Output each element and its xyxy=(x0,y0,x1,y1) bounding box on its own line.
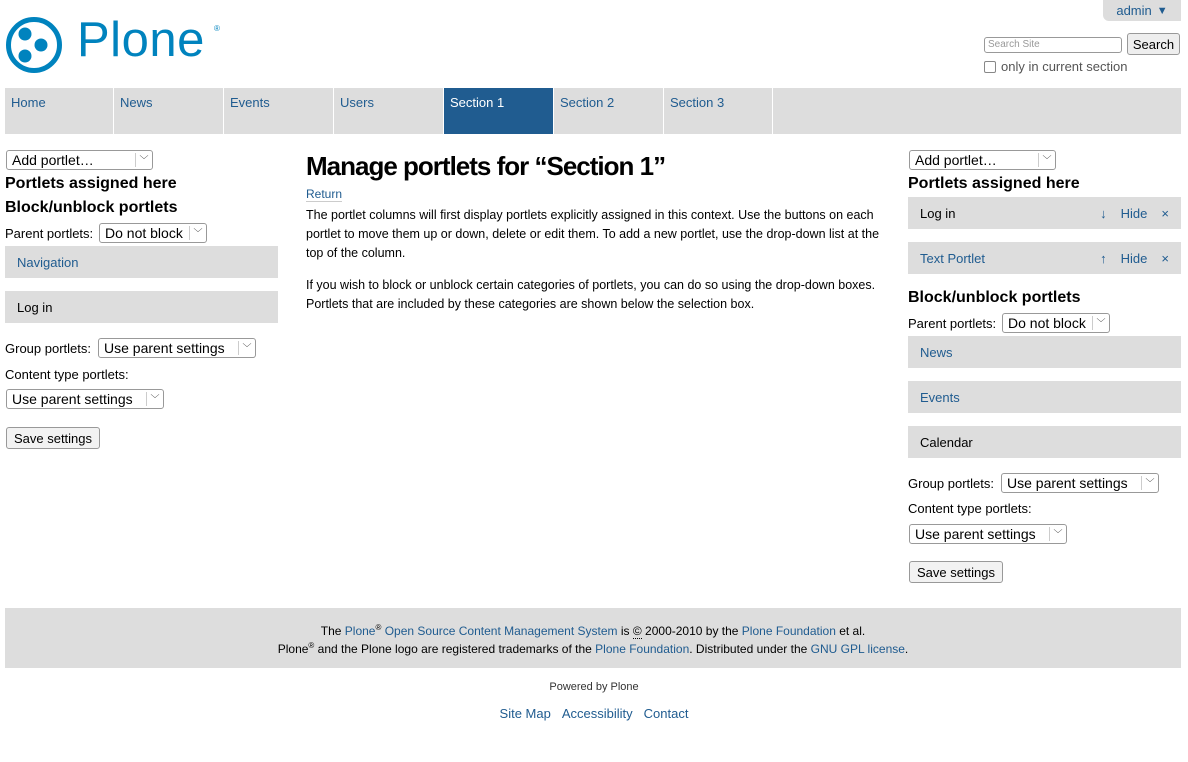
right-content-type-label: Content type portlets: xyxy=(908,501,1032,516)
hide-link[interactable]: Hide xyxy=(1120,250,1148,266)
right-group-select[interactable] xyxy=(1001,473,1159,493)
site-actions xyxy=(0,706,1188,721)
move-up-icon[interactable]: ↑ xyxy=(1100,250,1107,266)
right-block-heading: Block/unblock portlets xyxy=(908,289,1081,306)
only-current-section-checkbox[interactable] xyxy=(984,61,996,73)
footer-text: Plone xyxy=(277,642,309,656)
left-group-value: Use parent settings xyxy=(104,340,225,356)
right-portlet-text-label[interactable]: Text Portlet xyxy=(920,250,986,266)
logo-registered-mark: ® xyxy=(214,24,220,33)
left-assigned-heading: Portlets assigned here xyxy=(5,175,177,192)
right-parent-value: Do not block xyxy=(1008,315,1086,331)
left-content-type-select[interactable] xyxy=(6,389,164,409)
contact-link[interactable]: Contact xyxy=(643,706,689,721)
right-add-portlet-value: Add portlet… xyxy=(915,152,997,168)
delete-icon[interactable]: × xyxy=(1161,205,1169,221)
plone-foundation-link[interactable]: Plone Foundation xyxy=(741,624,836,638)
right-add-portlet-select[interactable] xyxy=(909,150,1056,170)
right-assigned-heading: Portlets assigned here xyxy=(908,175,1080,192)
copyright-symbol: © xyxy=(632,624,642,638)
chevron-down-icon: ﹀ xyxy=(189,226,206,240)
right-group-value: Use parent settings xyxy=(1007,475,1128,491)
left-group-select[interactable] xyxy=(98,338,256,358)
right-content-type-select[interactable] xyxy=(909,524,1067,544)
site-footer xyxy=(5,608,1181,668)
left-parent-select[interactable] xyxy=(99,223,207,243)
right-group-label: Group portlets: xyxy=(908,476,994,491)
right-content-type-value: Use parent settings xyxy=(915,526,1036,542)
tab-news[interactable]: News xyxy=(114,88,224,134)
description-paragraph-1: The portlet columns will first display portlets explicitly assigned in this context. Use the buttons on each portlet to move them up or down, delete or edit them. To add a new portlet, use the drop-down list at the top of the column. xyxy=(306,208,880,260)
registered-mark: ® xyxy=(308,641,315,650)
user-menu-label: admin xyxy=(1116,3,1152,18)
left-block-heading: Block/unblock portlets xyxy=(5,199,178,216)
left-save-settings-button[interactable]: Save settings xyxy=(6,427,100,449)
chevron-down-icon: ﹀ xyxy=(1038,153,1055,167)
right-save-settings-button[interactable]: Save settings xyxy=(909,561,1003,583)
description-paragraph-2: If you wish to block or unblock certain categories of portlets, you can do so using the drop-down boxes. Portlets that are included by these categories are shown below the selection box. xyxy=(306,278,876,311)
tab-section-2[interactable]: Section 2 xyxy=(554,88,664,134)
plone-foundation-link[interactable]: Plone Foundation xyxy=(595,642,690,656)
hide-link[interactable]: Hide xyxy=(1120,205,1148,221)
tab-section-1[interactable]: Section 1 xyxy=(444,88,554,134)
accessibility-link[interactable]: Accessibility xyxy=(561,706,633,721)
footer-trademark-line xyxy=(5,641,1181,656)
footer-copyright-line xyxy=(5,623,1181,638)
right-portlet-login xyxy=(908,197,1181,229)
search-button[interactable]: Search xyxy=(1127,33,1180,55)
gpl-license-link[interactable]: GNU GPL license xyxy=(810,642,905,656)
move-down-icon[interactable]: ↓ xyxy=(1100,205,1107,221)
left-parent-label: Parent portlets: xyxy=(5,226,94,241)
left-portlet-login-label: Log in xyxy=(17,299,53,315)
right-portlet-news[interactable] xyxy=(908,336,1181,368)
left-add-portlet-select[interactable] xyxy=(6,150,153,170)
right-portlet-calendar xyxy=(908,426,1181,458)
site-logo[interactable] xyxy=(5,13,225,74)
tab-home[interactable]: Home xyxy=(5,88,114,134)
global-nav xyxy=(5,88,1181,134)
right-portlet-text xyxy=(908,242,1181,274)
oscms-link[interactable]: Open Source Content Management System xyxy=(381,624,618,638)
left-portlet-navigation[interactable] xyxy=(5,246,278,278)
left-content-type-value: Use parent settings xyxy=(12,391,133,407)
left-group-label: Group portlets: xyxy=(5,341,91,356)
chevron-down-icon: ﹀ xyxy=(1141,476,1158,490)
chevron-down-icon: ﹀ xyxy=(1049,527,1066,541)
tab-section-3[interactable]: Section 3 xyxy=(664,88,773,134)
right-portlet-events-label[interactable]: Events xyxy=(920,389,960,405)
footer-text: . Distributed under the xyxy=(689,642,811,656)
only-current-section-option[interactable] xyxy=(984,59,1127,74)
chevron-down-icon: ﹀ xyxy=(146,392,163,406)
tab-events[interactable]: Events xyxy=(224,88,334,134)
site-map-link[interactable]: Site Map xyxy=(499,706,551,721)
return-link[interactable]: Return xyxy=(306,187,343,201)
plone-link[interactable]: Plone xyxy=(344,624,376,638)
chevron-down-icon: ﹀ xyxy=(135,153,152,167)
chevron-down-icon: ﹀ xyxy=(238,341,255,355)
footer-text: is xyxy=(617,624,633,638)
footer-text: and the Plone logo are registered trademarks of the xyxy=(314,642,596,656)
search-input[interactable]: Search Site xyxy=(984,37,1122,53)
registered-mark: ® xyxy=(375,623,382,632)
only-current-section-label: only in current section xyxy=(1001,59,1128,74)
footer-text: The xyxy=(320,624,345,638)
left-portlet-login xyxy=(5,291,278,323)
left-portlet-navigation-label[interactable]: Navigation xyxy=(17,254,79,270)
left-content-type-label: Content type portlets: xyxy=(5,367,129,382)
tab-users[interactable]: Users xyxy=(334,88,444,134)
plone-logo-icon xyxy=(5,16,63,74)
right-parent-select[interactable] xyxy=(1002,313,1110,333)
right-portlet-login-label: Log in xyxy=(920,205,956,221)
user-menu[interactable] xyxy=(1103,0,1181,21)
left-parent-value: Do not block xyxy=(105,225,183,241)
logo-text: Plone xyxy=(77,13,205,67)
delete-icon[interactable]: × xyxy=(1161,250,1169,266)
left-add-portlet-value: Add portlet… xyxy=(12,152,94,168)
right-portlet-events[interactable] xyxy=(908,381,1181,413)
chevron-down-icon: ﹀ xyxy=(1092,316,1109,330)
page-title: Manage portlets for “Section 1” xyxy=(306,151,666,181)
right-portlet-calendar-label: Calendar xyxy=(920,434,973,450)
right-portlet-news-label[interactable]: News xyxy=(920,344,953,360)
chevron-down-icon: ▼ xyxy=(1156,4,1168,17)
powered-by: Powered by Plone xyxy=(549,681,639,693)
footer-text: et al. xyxy=(835,624,866,638)
footer-text: 2000-2010 by the xyxy=(641,624,742,638)
footer-text: . xyxy=(904,642,909,656)
right-parent-label: Parent portlets: xyxy=(908,316,997,331)
